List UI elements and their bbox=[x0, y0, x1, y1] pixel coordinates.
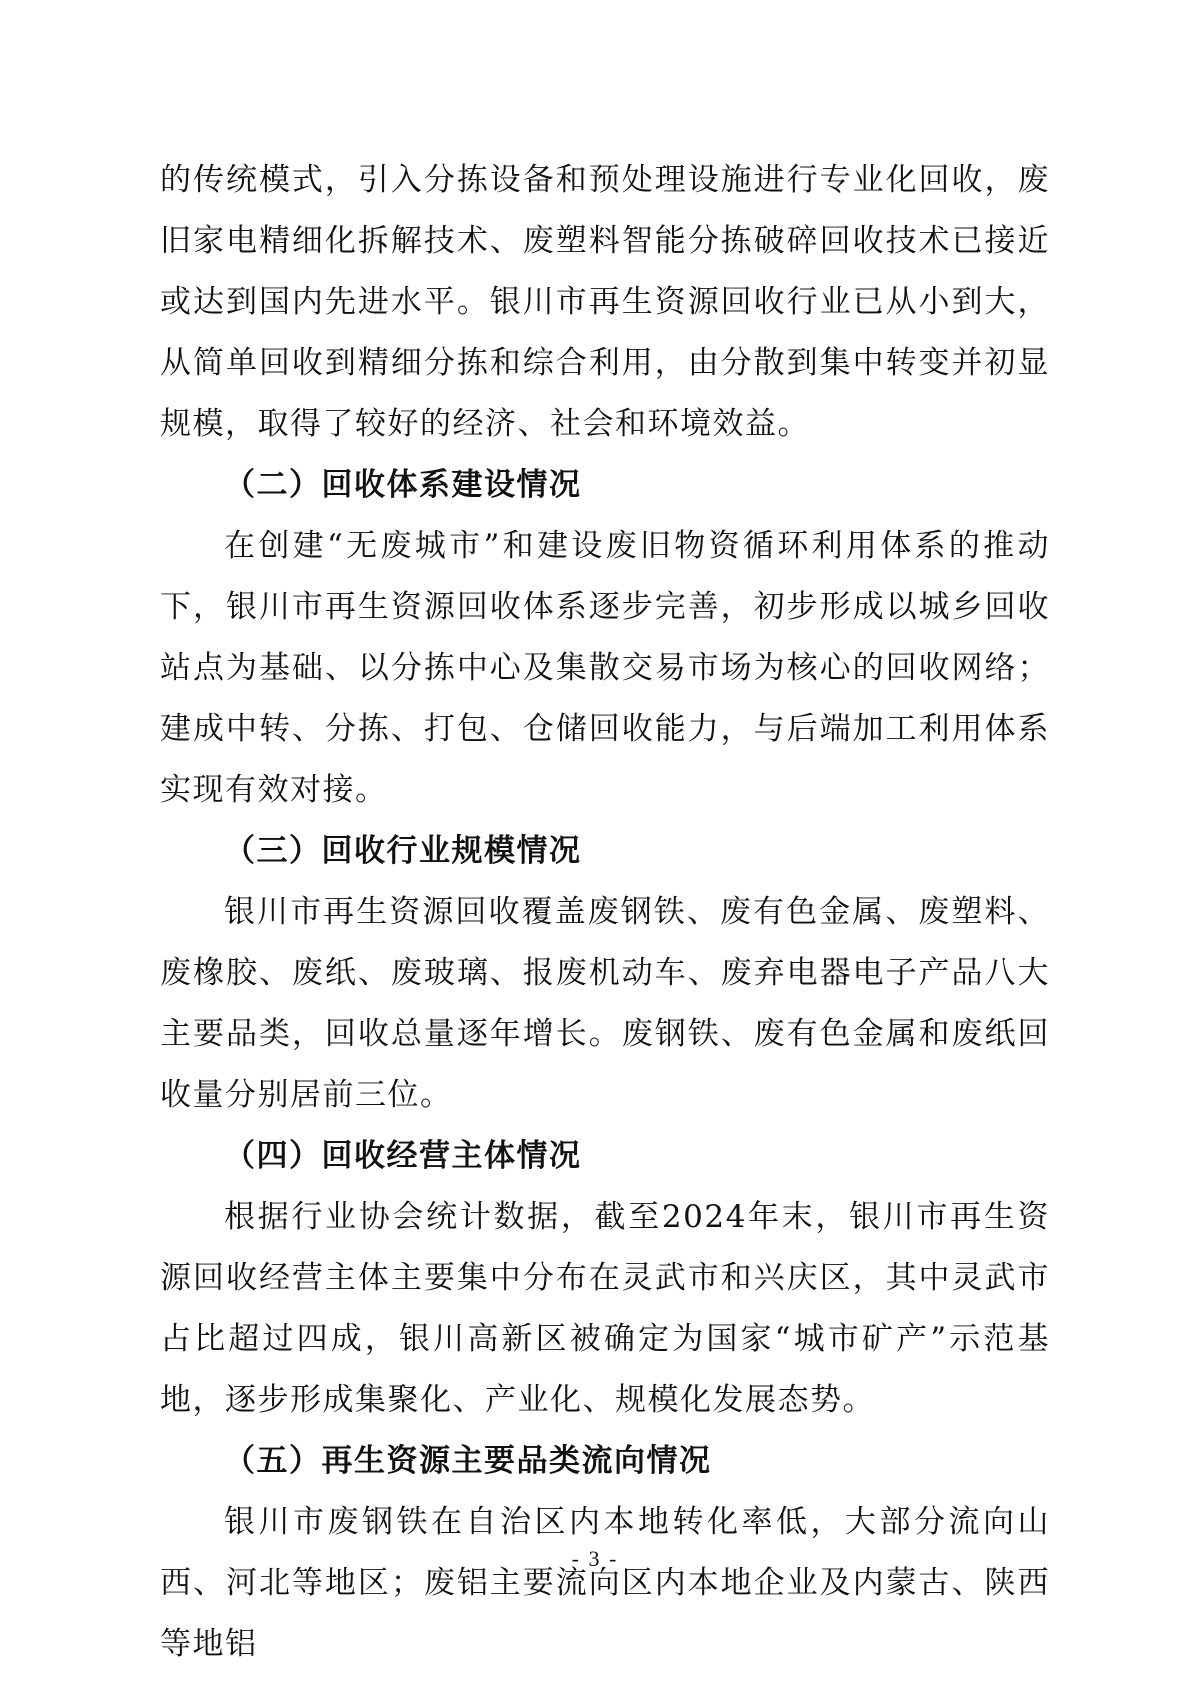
paragraph-section-5: 银川市废钢铁在自治区内本地转化率低，大部分流向山西、河北等地区；废铝主要流向区内本地企业及内蒙古、陕西等地铝 bbox=[160, 1504, 1050, 1662]
paragraph-intro: 的传统模式，引入分拣设备和预处理设施进行专业化回收，废旧家电精细化拆解技术、废塑料智能分拣破碎回收技术已接近或达到国内先进水平。银川市再生资源回收行业已从小到大，从简单回收到精细分拣和综合利用，由分散到集中转变并初显规模，取得了较好的经济、社会和环境效益。 bbox=[160, 162, 1050, 442]
paragraph-section-4: 根据行业协会统计数据，截至2024年末，银川市再生资源回收经营主体主要集中分布在灵武市和兴庆区，其中灵武市占比超过四成，银川高新区被确定为国家“城市矿产”示范基地，逐步形成集聚化、产业化、规模化发展态势。 bbox=[160, 1199, 1050, 1418]
paragraph-section-2: 在创建“无废城市”和建设废旧物资循环利用体系的推动下，银川市再生资源回收体系逐步完善，初步形成以城乡回收站点为基础、以分拣中心及集散交易市场为核心的回收网络；建成中转、分拣、打包、仓储回收能力，与后端加工利用体系实现有效对接。 bbox=[160, 528, 1050, 808]
section-heading-4: （四）回收经营主体情况 bbox=[224, 1138, 582, 1174]
document-body bbox=[160, 150, 1050, 1675]
section-heading-2: （二）回收体系建设情况 bbox=[224, 467, 582, 503]
page-number: - 3 - bbox=[571, 1546, 619, 1571]
paragraph-section-3: 银川市再生资源回收覆盖废钢铁、废有色金属、废塑料、废橡胶、废纸、废玻璃、报废机动车、废弃电器电子产品八大主要品类，回收总量逐年增长。废钢铁、废有色金属和废纸回收量分别居前三位。 bbox=[160, 894, 1050, 1113]
section-heading-5: （五）再生资源主要品类流向情况 bbox=[224, 1443, 712, 1479]
section-heading-3: （三）回收行业规模情况 bbox=[224, 833, 582, 869]
